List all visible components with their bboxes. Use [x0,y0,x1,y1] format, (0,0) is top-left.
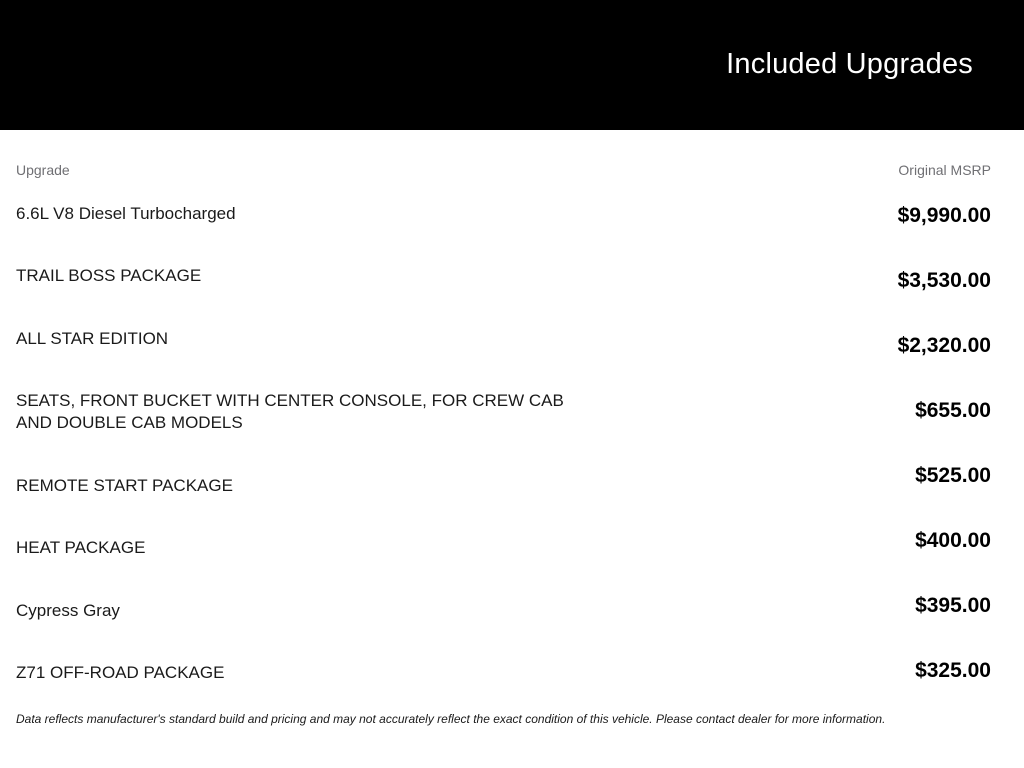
upgrade-price: $655.00 [915,399,991,422]
upgrade-label: SEATS, FRONT BUCKET WITH CENTER CONSOLE, FOR CREW CAB AND DOUBLE CAB MODELS [16,391,564,433]
upgrade-label: ALL STAR EDITION [16,328,169,348]
upgrade-price: $9,990.00 [897,204,991,227]
column-header-original-msrp: Original MSRP [898,162,991,178]
upgrade-labels-column [16,203,576,684]
upgrade-price: $395.00 [915,594,991,617]
upgrade-label: Cypress Gray [16,600,120,620]
upgrade-price: $2,320.00 [897,334,991,357]
upgrade-prices-column [898,203,991,684]
upgrade-label: HEAT PACKAGE [16,538,146,558]
upgrade-price: $3,530.00 [897,269,991,292]
upgrade-price: $525.00 [915,464,991,487]
upgrade-label: REMOTE START PACKAGE [16,475,233,495]
upgrade-price: $400.00 [915,529,991,552]
upgrade-label: 6.6L V8 Diesel Turbocharged [16,204,236,223]
upgrade-label: Z71 OFF-ROAD PACKAGE [16,662,225,682]
upgrades-table [0,162,1024,726]
upgrade-price: $325.00 [915,659,991,682]
panel-header [0,0,1024,130]
upgrade-label: TRAIL BOSS PACKAGE [16,266,202,286]
disclaimer-text: Data reflects manufacturer's standard build and pricing and may not accurately reflect the exact condition of this vehicle. Please contact dealer for more information. [16,712,886,726]
panel-title: Included Upgrades [726,48,973,81]
table-column-headers [16,162,991,178]
column-header-upgrade: Upgrade [16,162,70,178]
upgrade-rows [16,203,991,684]
